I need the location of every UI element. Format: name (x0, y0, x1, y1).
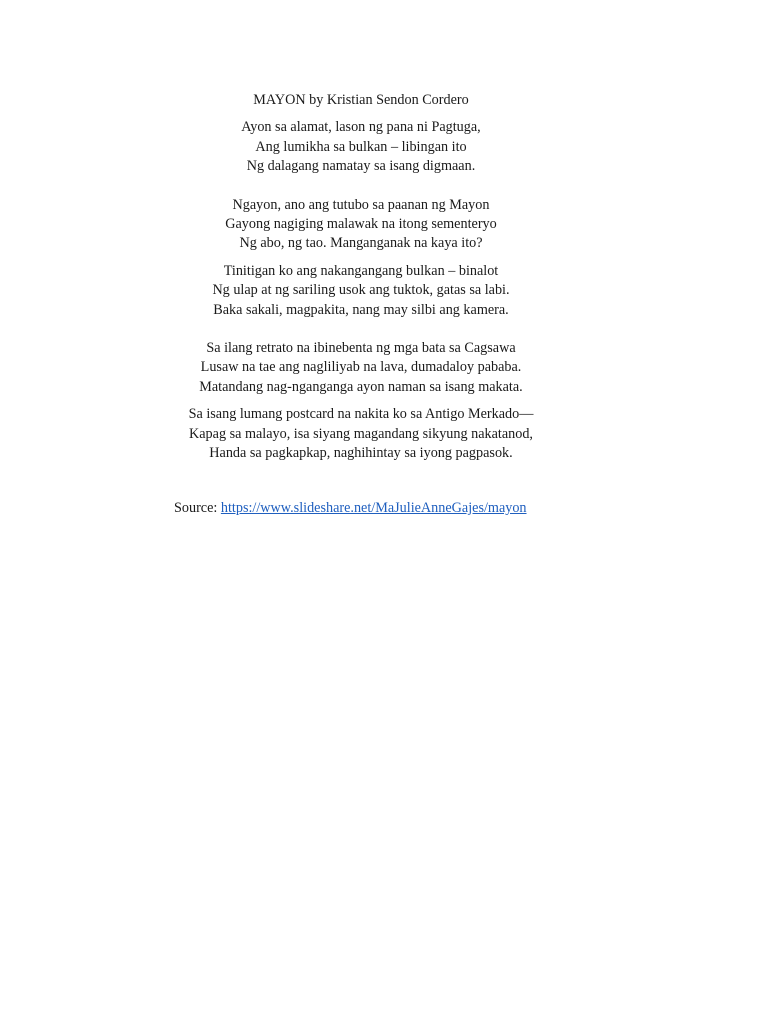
stanza-3 (0, 262, 722, 320)
poem-line: Gayong nagiging malawak na itong sementeryo (225, 216, 497, 233)
poem (0, 91, 722, 464)
stanza-4 (0, 339, 722, 397)
poem-line: Baka sakali, magpakita, nang may silbi ang kamera. (213, 301, 509, 318)
poem-line: Ng abo, ng tao. Manganganak na kaya ito? (239, 235, 483, 252)
poem-line: Kapag sa malayo, isa siyang magandang sikyung nakatanod, (189, 425, 533, 442)
source-label: Source: (174, 500, 221, 516)
poem-line: Sa ilang retrato na ibinebenta ng mga bata sa Cagsawa (206, 340, 516, 357)
poem-line: Ng dalagang namatay sa isang digmaan. (246, 158, 476, 175)
poem-line: Ng ulap at ng sariling usok ang tuktok, gatas sa labi. (212, 282, 510, 299)
poem-line: Ngayon, ano ang tutubo sa paanan ng Mayon (232, 196, 490, 213)
poem-line: Handa sa pagkapkap, naghihintay sa iyong pagpasok. (209, 445, 513, 462)
stanza-2 (0, 196, 722, 254)
source-link[interactable]: https://www.slideshare.net/MaJulieAnneGajes/mayon (220, 500, 527, 516)
poem-title: MAYON by Kristian Sendon Cordero (253, 92, 469, 108)
poem-line: Lusaw na tae ang nagliliyab na lava, dumadaloy pababa. (200, 359, 522, 376)
stanza-5 (0, 405, 722, 463)
stanza-1 (0, 118, 722, 176)
poem-line: Matandang nag-nganganga ayon naman sa isang makata. (199, 378, 523, 395)
source-citation (174, 499, 527, 518)
poem-line: Ayon sa alamat, lason ng pana ni Pagtuga, (241, 119, 481, 136)
poem-line: Tinitigan ko ang nakangangang bulkan – binalot (223, 262, 499, 279)
poem-line: Ang lumikha sa bulkan – libingan ito (255, 138, 467, 155)
poem-line: Sa isang lumang postcard na nakita ko sa Antigo Merkado— (188, 406, 534, 423)
